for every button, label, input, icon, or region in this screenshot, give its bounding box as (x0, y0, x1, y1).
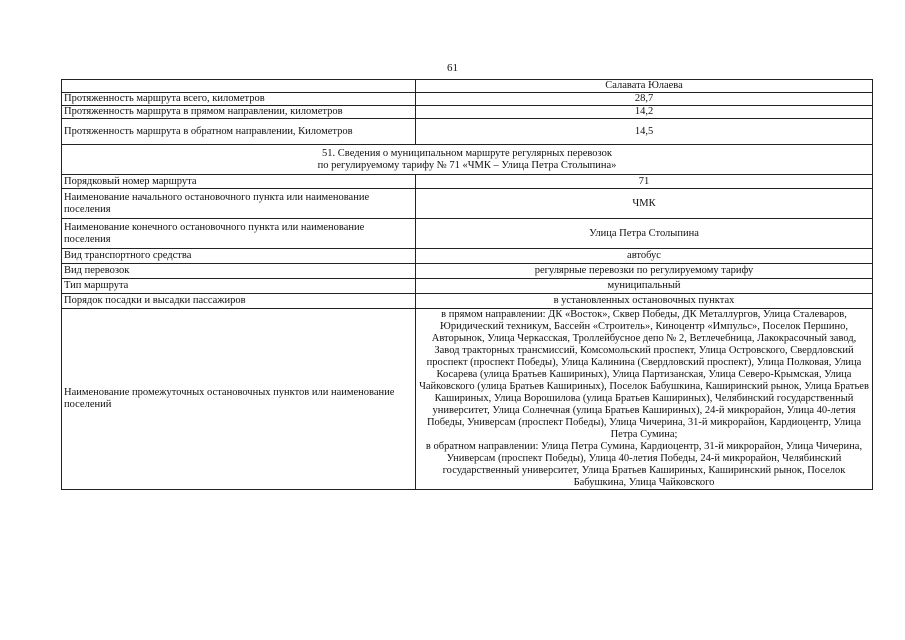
section-title-line-1: 51. Сведения о муниципальном маршруте регулярных перевозок (322, 147, 612, 159)
row-value: регулярные перевозки по регулируемому тарифу (416, 264, 873, 279)
row-value: Салавата Юлаева (416, 80, 873, 93)
row-value: 14,5 (416, 119, 873, 145)
row-value: муниципальный (416, 279, 873, 294)
intermediate-stops-label: Наименование промежуточных остановочных пунктов или наименование поселений (62, 309, 416, 490)
row-label: Тип маршрута (62, 279, 416, 294)
reverse-direction-stops: в обратном направлении: Улица Петра Сумина, Кардиоцентр, 31-й микрорайон, Улица Чичерина, Универсам (проспект Победы), Улица 40-летия Победы, 24-й микрорайон, Челябинский государственный университет, Улица Братьев Кашириных, Каширинский рынок, Поселок Бабушкина, Улица Чайковского (425, 441, 863, 488)
row-label: Протяженность маршрута всего, километров (62, 93, 416, 106)
row-value: 71 (416, 175, 873, 189)
table-row (62, 106, 873, 119)
row-value: 14,2 (416, 106, 873, 119)
table-row (62, 249, 873, 264)
row-label: Наименование начального остановочного пункта или наименование поселения (62, 189, 416, 219)
row-label: Порядковый номер маршрута (62, 175, 416, 189)
row-label: Вид перевозок (62, 264, 416, 279)
table-row (62, 175, 873, 189)
page-number: 61 (447, 62, 458, 74)
row-value: автобус (416, 249, 873, 264)
section-title-line-2: по регулируемому тарифу № 71 «ЧМК – Улица Петра Столыпина» (317, 159, 617, 171)
table-row (62, 309, 873, 490)
table-row (62, 189, 873, 219)
table-row (62, 264, 873, 279)
route-info-table (61, 79, 873, 490)
row-label: Вид транспортного средства (62, 249, 416, 264)
intermediate-stops-value (416, 309, 873, 490)
row-label: Наименование конечного остановочного пункта или наименование поселения (62, 219, 416, 249)
row-label: Протяженность маршрута в обратном направлении, Километров (62, 119, 416, 145)
section-title (62, 145, 873, 175)
row-value: Улица Петра Столыпина (416, 219, 873, 249)
table-row (62, 119, 873, 145)
forward-direction-stops: в прямом направлении: ДК «Восток», Сквер Победы, ДК Металлургов, Улица Сталеваров, Юридический техникум, Бассейн «Строитель», Киноцентр «Импульс», Поселок Першино, Авторынок, Улица Черкасская, Троллейбусное депо № 2, Ветлечебница, Лакокрасочный завод, Завод тракторных трансмиссий, Комсомольский проспект, Улица Островского, Свердловский проспект (проспект Победы), Улица Калинина (Свердловский проспект), Улица Полковая, Улица Косарева (улица Братьев Кашириных), Улица Партизанская, Улица Северо-Крымская, Улица Чайковского (улица Братьев Кашириных), Поселок Бабушкина, Каширинский рынок, Улица Братьев Кашириных, Улица Ворошилова (улица Братьев Кашириных), Челябинский государственный университет, Улица Солнечная (улица Братьев Кашириных), 24-й микрорайон, Улица 40-летия Победы, Универсам (проспект Победы), Улица Чичерина, 31-й микрорайон, Кардиоцентр, Улица Петра Сумина; (419, 309, 869, 440)
row-label: Порядок посадки и высадки пассажиров (62, 294, 416, 309)
row-label: Протяженность маршрута в прямом направлении, километров (62, 106, 416, 119)
table-row (62, 80, 873, 93)
row-value: 28,7 (416, 93, 873, 106)
table-row (62, 279, 873, 294)
table-row (62, 93, 873, 106)
table-row (62, 294, 873, 309)
section-title-row (62, 145, 873, 175)
row-value: ЧМК (416, 189, 873, 219)
table-row (62, 219, 873, 249)
row-value: в установленных остановочных пунктах (416, 294, 873, 309)
row-label (62, 80, 416, 93)
